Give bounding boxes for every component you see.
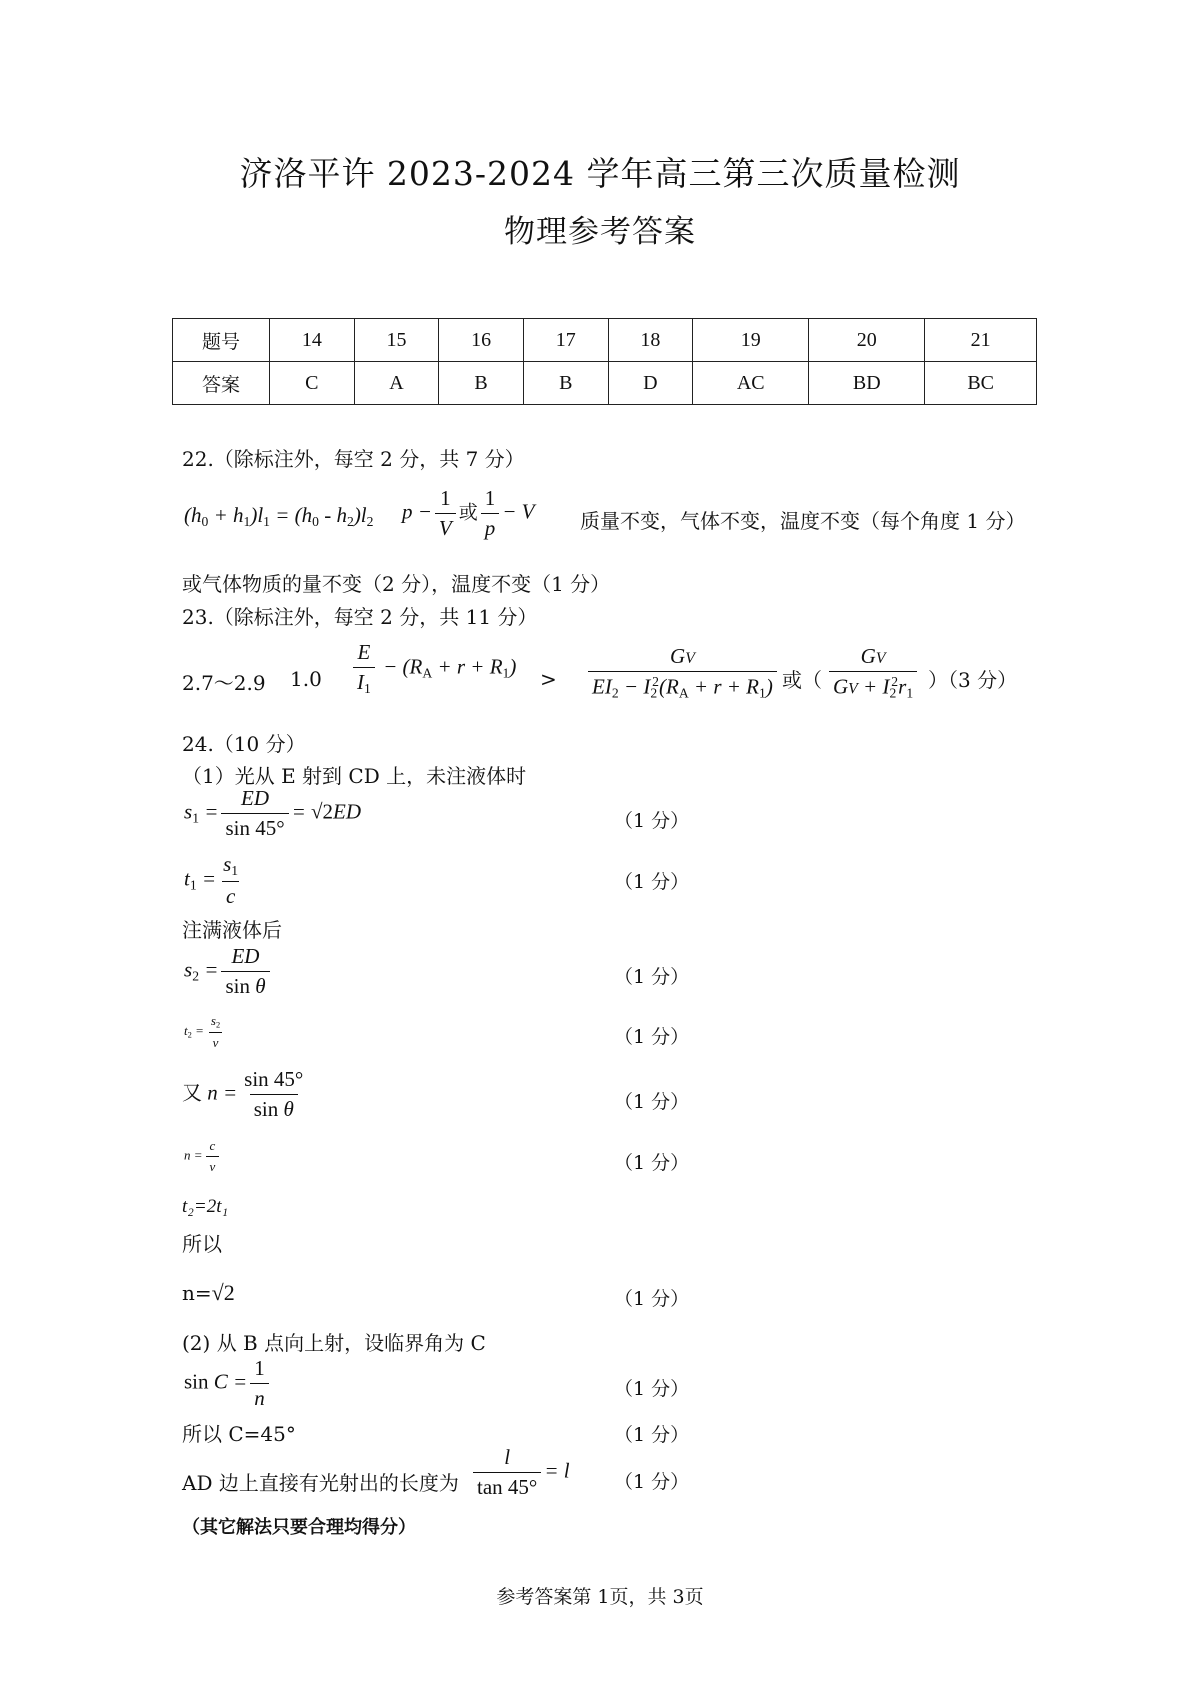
- q24-eq-n2: n = $\frac{c}{v}$: [184, 1138, 222, 1175]
- table-cell: B: [523, 362, 608, 405]
- q24-eq-sinc: sin C = $\frac{1}{n}$: [184, 1356, 272, 1411]
- q24-part1: （1）光从 E 射到 CD 上，未注液体时: [182, 764, 527, 788]
- score-label: （1 分）: [614, 1026, 690, 1048]
- q22-note: 质量不变，气体不变，温度不变（每个角度 1 分）: [580, 509, 1026, 533]
- score-label: （1 分）: [614, 1471, 690, 1493]
- q24-c-result: 所以 C=45°: [182, 1422, 296, 1446]
- q23-score: ）（3 分）: [928, 668, 1018, 692]
- q24-suoyi: 所以: [182, 1232, 222, 1256]
- q22-note2: 或气体物质的量不变（2 分），温度不变（1 分）: [182, 572, 611, 596]
- q23-comparison: >: [540, 667, 557, 691]
- page-footer: 参考答案第 1页，共 3页: [496, 1586, 704, 1608]
- table-cell: B: [439, 362, 524, 405]
- table-cell: 14: [270, 319, 355, 362]
- q22-formula-1: $(h_0 + h_1)l_1 = (h_0 - h_2)l_2$: [184, 503, 374, 530]
- table-cell: 20: [809, 319, 925, 362]
- q24-n-result: n=√2: [182, 1280, 235, 1305]
- q23-heading: 23.（除标注外，每空 2 分，共 11 分）: [182, 605, 538, 629]
- q24-eq-t2: $t_2$ = $\frac{s_2}{v}$: [184, 1013, 227, 1051]
- q23-formula-2: $\frac{GV}{EI_2 - I_2^2(R_A + r + R_1)}$: [585, 644, 780, 702]
- table-cell: A: [354, 362, 439, 405]
- table-cell: 17: [523, 319, 608, 362]
- score-label: （1 分）: [614, 871, 690, 893]
- score-label: （1 分）: [614, 1288, 690, 1310]
- table-row-questions: [173, 319, 1037, 362]
- table-cell: AC: [693, 362, 809, 405]
- q23-formula-3: $\frac{GV}{GV + I_2^2r_1}$: [826, 644, 920, 702]
- q23-or-word: 或（: [782, 668, 822, 692]
- score-label: （1 分）: [614, 966, 690, 988]
- q24-ad-text: AD 边上直接有光射出的长度为: [182, 1471, 459, 1495]
- row-label-answer: 答案: [173, 362, 270, 405]
- table-cell: BD: [809, 362, 925, 405]
- table-row-answers: [173, 362, 1037, 405]
- or-word: 或: [458, 501, 478, 524]
- q24-t-relation: t₂=2t₁: [182, 1196, 229, 1217]
- q24-other-note: （其它解法只要合理均得分）: [182, 1517, 416, 1538]
- table-cell: 15: [354, 319, 439, 362]
- q22-heading: 22.（除标注外，每空 2 分，共 7 分）: [182, 447, 525, 471]
- table-cell: D: [608, 362, 693, 405]
- page-title: 济洛平许 2023-2024 学年高三第三次质量检测: [239, 154, 961, 193]
- q23-value-2: 1.0: [290, 667, 322, 691]
- q24-eq-n1: 又 n = $\frac{\sin 45^\circ}{\text{sin θ}}$: [182, 1067, 304, 1121]
- table-cell: 21: [925, 319, 1037, 362]
- table-cell: 16: [439, 319, 524, 362]
- q24-eq-t1: $t_1$ = $\frac{s_1}{c}$: [184, 852, 239, 909]
- table-cell: 18: [608, 319, 693, 362]
- table-cell: C: [270, 362, 355, 405]
- q24-eq-s1: $s_1$ = $\frac{ED}{\sin 45^\circ}$ = √2ED: [184, 786, 362, 840]
- q24-eq-s2: $s_2$ = $\frac{ED}{\text{sin θ}}$: [184, 944, 273, 999]
- score-label: （1 分）: [614, 810, 690, 832]
- page-subtitle: 物理参考答案: [504, 214, 696, 250]
- score-label: （1 分）: [614, 1378, 690, 1400]
- table-cell: 19: [693, 319, 809, 362]
- answer-table: [172, 318, 1037, 405]
- score-label: （1 分）: [614, 1091, 690, 1113]
- q23-formula-1: $\frac{E}{I_1}$ − $(R_A + r + R_1)$: [350, 640, 516, 697]
- q23-value-1: 2.7～2.9: [182, 671, 266, 695]
- q24-heading: 24.（10 分）: [182, 732, 306, 756]
- q24-part2: (2) 从 B 点向上射，设临界角为 C: [182, 1331, 486, 1355]
- row-label-question: 题号: [173, 319, 270, 362]
- n-prefix: n=: [182, 1281, 212, 1305]
- table-cell: BC: [925, 362, 1037, 405]
- score-label: （1 分）: [614, 1152, 690, 1174]
- score-label: （1 分）: [614, 1424, 690, 1446]
- you-word: 又: [182, 1080, 202, 1105]
- q22-formula-2: p − $\frac{1}{V}$ 或 $\frac{1}{p}$ − V: [402, 486, 535, 540]
- q24-eq-ad: $\frac{l}{\tan 45^\circ}$ = l: [470, 1445, 570, 1500]
- q24-fill-text: 注满液体后: [182, 918, 282, 942]
